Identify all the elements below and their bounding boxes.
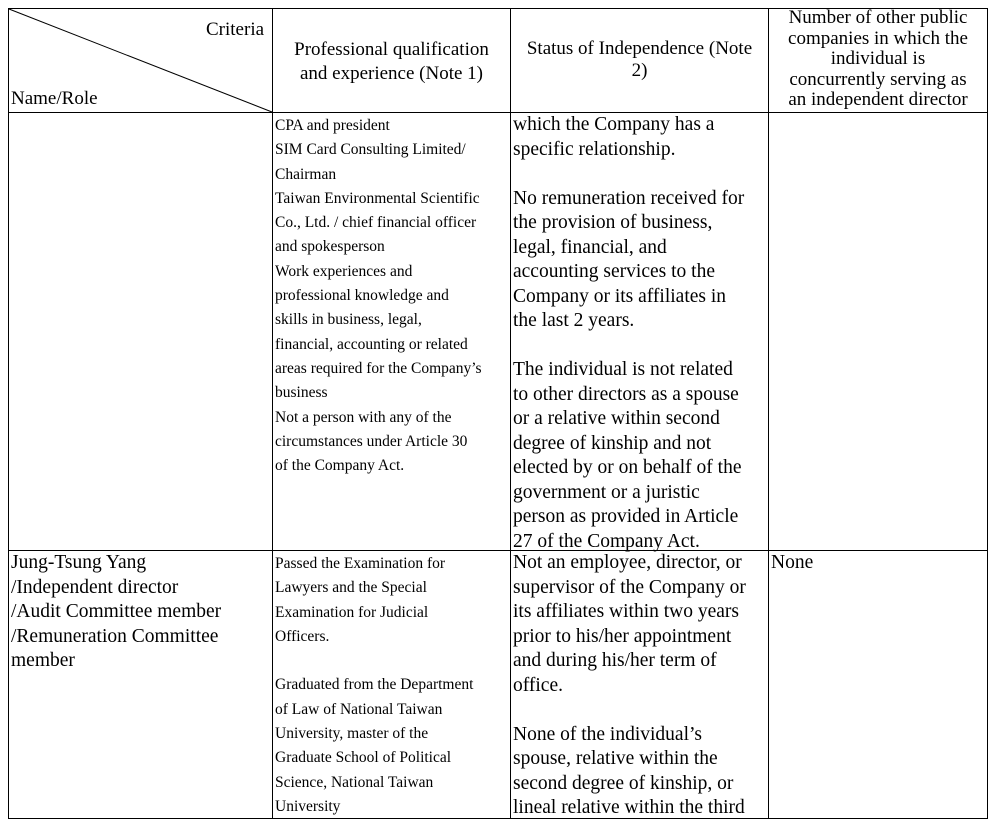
cell-text-line: professional knowledge and (275, 287, 449, 305)
cell-text-line: Graduate School of Political (275, 749, 452, 767)
cell-text-line: the last 2 years. (513, 310, 635, 331)
cell-text-line: Examination for Judicial (275, 603, 429, 621)
cell-text-line: business (275, 384, 328, 402)
cell-text-line (513, 698, 746, 723)
cell-text-line: Graduated from the Department (275, 676, 474, 694)
cell-text-line: University, master of the (275, 725, 429, 743)
cell-text-line: /Independent director (11, 576, 179, 598)
cell-text-line: skills in business, legal, (275, 311, 422, 329)
cell-text-line: areas required for the Company’s (275, 359, 482, 377)
cell-text-line: elected by or on behalf of the (513, 457, 742, 478)
cell-text-line: Passed the Examination for (275, 555, 446, 572)
header-other-line-2: companies in which the (788, 27, 968, 49)
cell-text-line: which the Company has a (513, 114, 715, 135)
cell-text-line: University (275, 797, 341, 815)
cell-text-line (275, 649, 473, 673)
header-qualification (273, 38, 510, 86)
cell-text-line: second degree of kinship, or (513, 772, 734, 794)
cell-text-line: No remuneration received for (513, 187, 745, 209)
row2-independence-cell (513, 551, 746, 821)
header-other-line-5: an independent director (788, 89, 968, 110)
cell-text-line: of the Company Act. (275, 457, 405, 475)
cell-text-line: specific relationship. (513, 138, 676, 160)
row1-independence-cell (513, 113, 744, 554)
row2-other-companies-cell (771, 551, 813, 576)
cell-text-line: Not an employee, director, or (513, 552, 742, 573)
cell-text-line (513, 162, 744, 187)
cell-text-line: office. (513, 674, 563, 696)
cell-text-line: Lawyers and the Special (275, 579, 427, 597)
cell-text-line: circumstances under Article 30 (275, 432, 468, 450)
cell-text-line: Officers. (275, 627, 330, 645)
cell-text-line: to other directors as a spouse (513, 383, 739, 405)
cell-text-line: prior to his/her appointment (513, 625, 732, 647)
cell-text-line: /Remuneration Committee (11, 625, 219, 647)
row2-qualification-cell (275, 552, 473, 819)
header-other-companies (769, 8, 987, 111)
cell-text-line: Not a person with any of the (275, 408, 452, 426)
cell-text-line: Taiwan Environmental Scientific (275, 189, 480, 207)
cell-text-line (513, 334, 744, 359)
cell-text-line: Chairman (275, 165, 337, 183)
cell-text-line: legal, financial, and (513, 236, 667, 258)
cell-text-line: Work experiences and (275, 262, 413, 280)
cell-text-line: The individual is not related (513, 359, 733, 380)
cell-text-line: 27 of the Company Act. (513, 530, 700, 552)
header-qualification-line-1: Professional qualification (294, 39, 489, 60)
cell-text-line: the provision of business, (513, 212, 713, 233)
cell-text-line: degree of kinship and not (513, 432, 712, 454)
header-other-line-1: Number of other public (788, 7, 968, 28)
cell-text-line: Jung-Tsung Yang (11, 552, 147, 573)
cell-text-line: CPA and president (275, 117, 390, 134)
cell-text-line: supervisor of the Company or (513, 576, 746, 598)
header-other-line-3: individual is (830, 48, 926, 69)
header-qualification-line-2: and experience (Note 1) (299, 63, 484, 84)
cell-text-line: Science, National Taiwan (275, 773, 434, 791)
cell-text-line: /Audit Committee member (11, 601, 222, 622)
cell-text-line: or a relative within second (513, 408, 720, 429)
cell-text-line: Co., Ltd. / chief financial officer (275, 214, 477, 232)
cell-text-line: SIM Card Consulting Limited/ (275, 141, 466, 159)
cell-text-line: financial, accounting or related (275, 335, 468, 353)
cell-text-line: spouse, relative within the (513, 748, 718, 769)
cell-text-line: government or a juristic (513, 481, 700, 503)
header-other-line-4: concurrently serving as (789, 68, 967, 90)
cell-text-line: Company or its affiliates in (513, 285, 727, 307)
header-independence-line-2: 2) (631, 60, 648, 81)
row1-qualification-cell (275, 114, 482, 478)
header-name-role: Name/Role (11, 88, 98, 109)
cell-text-line: None (771, 552, 814, 573)
cell-text-line: member (11, 650, 75, 671)
header-independence-line-1: Status of Independence (Note (526, 38, 753, 59)
cell-text-line: None of the individual’s (513, 723, 703, 745)
cell-text-line: of Law of National Taiwan (275, 700, 443, 718)
cell-text-line: accounting services to the (513, 261, 715, 282)
cell-text-line: and spokesperson (275, 238, 385, 256)
cell-text-line: lineal relative within the third (513, 797, 745, 818)
row2-name-cell (11, 551, 221, 674)
header-criteria: Criteria (206, 19, 265, 40)
cell-text-line: person as provided in Article (513, 506, 739, 527)
cell-text-line: its affiliates within two years (513, 601, 740, 622)
header-independence (511, 38, 768, 82)
cell-text-line: and during his/her term of (513, 650, 717, 671)
